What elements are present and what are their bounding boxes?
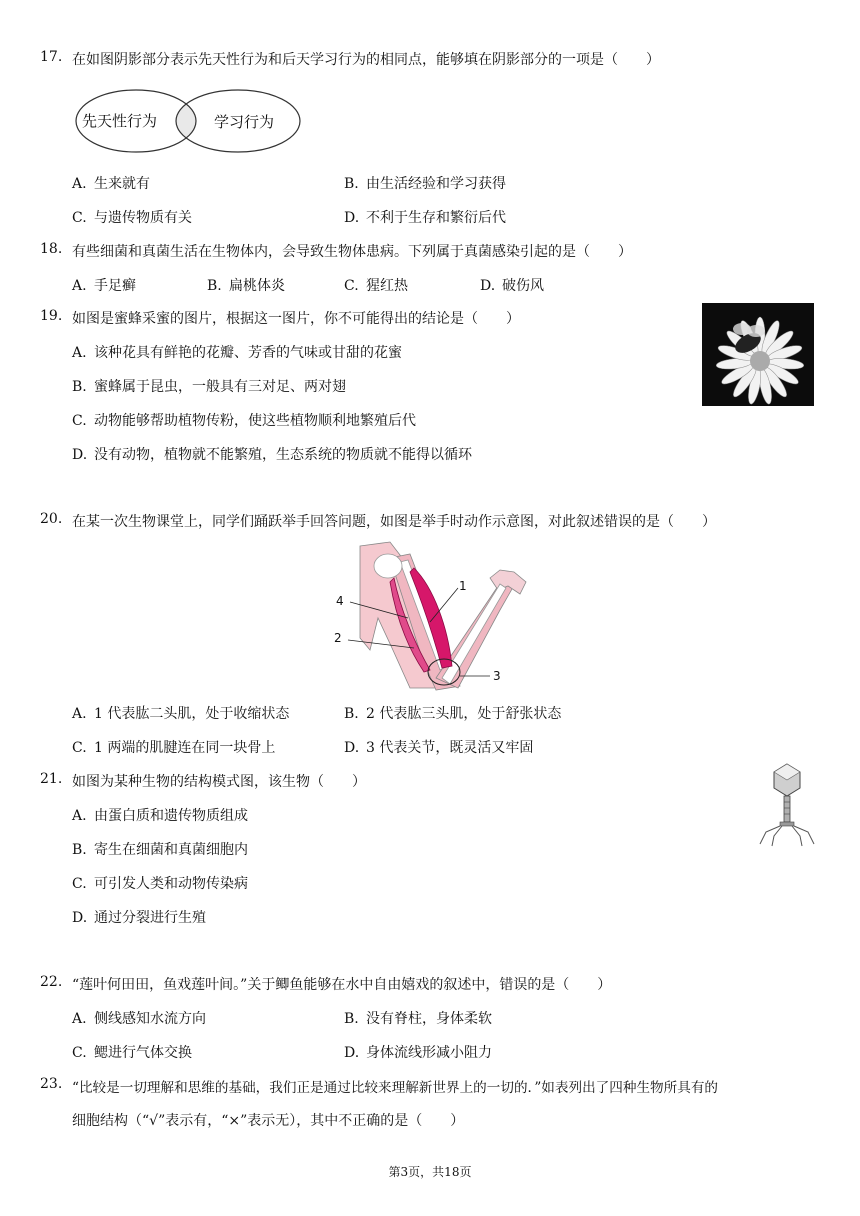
label-3: 3: [493, 669, 501, 683]
question-text: 在如图阴影部分表示先天性行为和后天学习行为的相同点，能够填在阴影部分的一项是（ ）: [72, 52, 660, 68]
option-19-C[interactable]: C. 动物能够帮助植物传粉，使这些植物顺利地繁殖后代: [72, 413, 416, 429]
label-2: 2: [334, 631, 342, 645]
question-text: 如图为某种生物的结构模式图，该生物（ ）: [72, 774, 366, 790]
option-19-A[interactable]: A. 该种花具有鲜艳的花瓣、芳香的气味或甘甜的花蜜: [72, 345, 402, 361]
question-text: 在某一次生物课堂上，同学们踊跃举手回答问题，如图是举手时动作示意图，对此叙述错误的是（ ）: [72, 514, 716, 530]
venn-left-label: 先天性行为: [82, 112, 158, 130]
option-18-D[interactable]: D. 破伤风: [480, 278, 544, 294]
question-number: 20.: [40, 511, 63, 527]
option-22-D[interactable]: D. 身体流线形减小阻力: [344, 1045, 492, 1061]
question-text-line-1: “比较是一切理解和思维的基础，我们正是通过比较来理解新世界上的一切的．”如表列出了四种生物所具有的: [72, 1080, 719, 1096]
question-number: 22.: [40, 974, 63, 990]
option-18-A[interactable]: A. 手足癣: [72, 278, 136, 294]
option-20-A[interactable]: A. 1 代表肱二头肌，处于收缩状态: [72, 706, 290, 722]
question-number: 21.: [40, 771, 63, 787]
question-number: 23.: [40, 1076, 63, 1092]
question-number: 17.: [40, 49, 63, 65]
option-21-A[interactable]: A. 由蛋白质和遗传物质组成: [72, 808, 248, 824]
option-19-B[interactable]: B. 蜜蜂属于昆虫，一般具有三对足、两对翅: [72, 379, 346, 395]
option-21-D[interactable]: D. 通过分裂进行生殖: [72, 910, 206, 926]
question-text: 如图是蜜蜂采蜜的图片，根据这一图片，你不可能得出的结论是（ ）: [72, 311, 520, 327]
venn-right-label: 学习行为: [214, 113, 275, 131]
option-20-D[interactable]: D. 3 代表关节，既灵活又牢固: [344, 740, 534, 756]
option-17-C[interactable]: C. 与遗传物质有关: [72, 210, 192, 226]
question-text: “莲叶何田田，鱼戏莲叶间。”关于鲫鱼能够在水中自由嬉戏的叙述中，错误的是（ ）: [72, 977, 612, 993]
option-17-A[interactable]: A. 生来就有: [72, 176, 150, 192]
label-4: 4: [336, 594, 344, 608]
option-20-B[interactable]: B. 2 代表肱三头肌，处于舒张状态: [344, 706, 562, 722]
option-18-B[interactable]: B. 扁桃体炎: [207, 278, 285, 294]
venn-diagram: [74, 88, 304, 154]
option-21-C[interactable]: C. 可引发人类和动物传染病: [72, 876, 248, 892]
bee-flower-photo: [702, 303, 814, 406]
label-1: 1: [459, 579, 467, 593]
option-19-D[interactable]: D. 没有动物，植物就不能繁殖，生态系统的物质就不能得以循环: [72, 447, 472, 463]
option-17-D[interactable]: D. 不利于生存和繁衍后代: [344, 210, 506, 226]
question-text: 有些细菌和真菌生活在生物体内，会导致生物体患病。下列属于真菌感染引起的是（ ）: [72, 244, 632, 260]
arm-muscle-diagram: [330, 538, 530, 694]
question-text-line-2: 细胞结构（“√”表示有，“×”表示无），其中不正确的是（ ）: [72, 1113, 465, 1129]
option-22-A[interactable]: A. 侧线感知水流方向: [72, 1011, 206, 1027]
option-18-C[interactable]: C. 猩红热: [344, 278, 408, 294]
page-footer: 第3页，共18页: [388, 1165, 472, 1179]
option-17-B[interactable]: B. 由生活经验和学习获得: [344, 176, 506, 192]
question-number: 18.: [40, 241, 63, 257]
option-20-C[interactable]: C. 1 两端的肌腱连在同一块骨上: [72, 740, 276, 756]
option-22-C[interactable]: C. 鳃进行气体交换: [72, 1045, 192, 1061]
bacteriophage-icon: [756, 762, 818, 848]
option-22-B[interactable]: B. 没有脊柱，身体柔软: [344, 1011, 492, 1027]
question-number: 19.: [40, 308, 63, 324]
option-21-B[interactable]: B. 寄生在细菌和真菌细胞内: [72, 842, 248, 858]
